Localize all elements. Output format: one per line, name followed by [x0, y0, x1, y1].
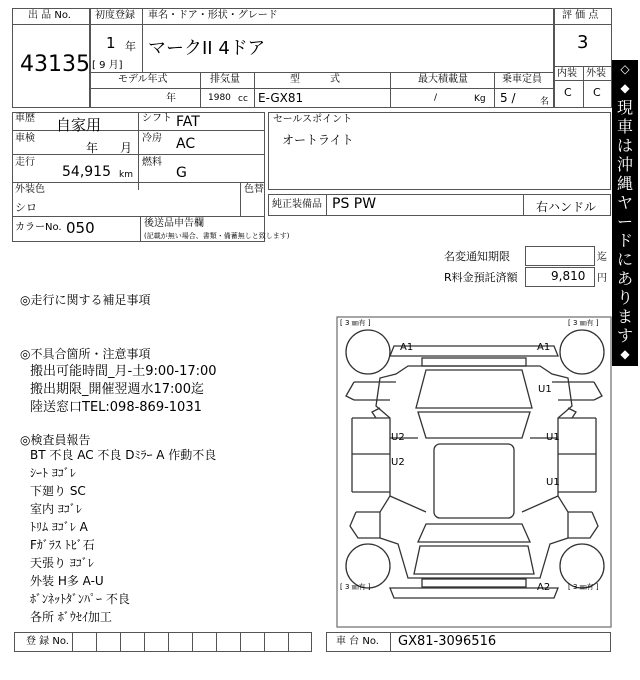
interior-grade: C: [564, 86, 572, 99]
chassis-number-value: GX81-3096516: [398, 634, 497, 649]
name-change-label: 名変通知期限: [444, 250, 510, 263]
sales-point-value: オートライト: [282, 133, 354, 147]
type-value: E-GX81: [258, 91, 304, 105]
inspector-item: 外装 H多 A-U: [30, 574, 104, 588]
banner-glyph: ま: [616, 307, 633, 326]
banner-glyph: に: [616, 250, 633, 269]
first-reg-year: 1: [106, 34, 116, 52]
color-no-value: 050: [66, 219, 95, 237]
inspector-item: 天張り ﾖｺﾞﾚ: [30, 556, 94, 570]
shift-label: シフト: [142, 113, 172, 124]
inspector-item: BT 不良 AC 不良 Dﾐﾗｰ A 作動不良: [30, 448, 217, 462]
capacity-unit: 名: [540, 97, 550, 107]
banner-glyph: 沖: [616, 155, 633, 174]
capacity-label: 乗車定員: [502, 74, 542, 85]
mileage-label: 走行: [15, 157, 35, 168]
banner-glyph: 車: [616, 117, 633, 136]
model-year-unit: 年: [166, 93, 176, 104]
max-load-unit: Kg: [474, 94, 486, 104]
tire-tread-rear-right: [ 3 ㎜有 ]: [568, 583, 599, 591]
banner-glyph: ド: [616, 231, 633, 250]
inspector-item: ﾄﾘﾑ ﾖｺﾞﾚ A: [30, 520, 88, 534]
defect-item: 搬出可能時間_月-土9:00-17:00: [30, 364, 217, 379]
inspector-item: Fｶﾞﾗｽ ﾄﾋﾞ石: [30, 538, 95, 552]
steering-value: 右ハンドル: [536, 200, 597, 214]
banner-glyph: ◆: [620, 347, 630, 361]
tire-tread-rear-left: [ 3 ㎜有 ]: [340, 583, 371, 591]
displacement-unit: cc: [238, 94, 248, 104]
max-load-value: /: [434, 93, 438, 103]
name-change-value-box: [525, 246, 595, 266]
inspector-item: 各所 ﾎﾞｳｾｲ加工: [30, 610, 112, 624]
ext-color-value: シロ: [15, 201, 37, 214]
defects-header: ◎不具合箇所・注意事項: [20, 347, 151, 361]
displacement-label: 排気量: [210, 74, 240, 85]
color-no-label: カラーNo.: [15, 222, 62, 233]
registration-number-label: 登 録 No.: [26, 636, 69, 647]
car-name-value: マークII 4ドア: [148, 38, 266, 59]
recycle-fee-label: R料金預託済額: [444, 271, 518, 284]
recycle-fee-value: 9,810: [551, 269, 586, 283]
inspector-item: 下廻り SC: [30, 484, 86, 498]
banner-glyph: 現: [616, 98, 633, 117]
front-right-tire: [560, 330, 604, 374]
grade-value: 3: [577, 32, 589, 53]
damage-mark: U1: [546, 477, 560, 488]
model-year-label: モデル年式: [118, 74, 168, 85]
inspection-month: 月: [120, 141, 133, 155]
recolor-label: 色替: [244, 184, 264, 195]
shift-value: FAT: [176, 114, 200, 130]
banner-glyph: は: [616, 136, 633, 155]
inspector-item: 室内 ﾖｺﾞﾚ: [30, 502, 82, 516]
inspection-label: 車検: [15, 133, 35, 144]
front-left-tire: [346, 330, 390, 374]
capacity-value: 5 /: [500, 91, 516, 105]
damage-mark: A2: [537, 582, 551, 593]
banner-glyph: ー: [616, 212, 633, 231]
type-label: 型 式: [290, 74, 340, 85]
inspector-header: ◎検査員報告: [20, 433, 91, 447]
docs-note: (記載が無い場合、書類・備蓄無しと致します): [144, 232, 290, 240]
tire-tread-front-right: [ 3 ㎜有 ]: [568, 319, 599, 327]
exterior-label: 外装: [586, 68, 606, 79]
ac-label: 冷房: [142, 133, 162, 144]
driving-notes-header: ◎走行に関する補足事項: [20, 293, 151, 307]
banner-glyph: り: [616, 288, 633, 307]
history-value: 自家用: [56, 116, 102, 134]
interior-label: 内装: [557, 68, 577, 79]
grade-label: 評 価 点: [562, 10, 599, 21]
inspector-item: ｼｰﾄ ﾖｺﾞﾚ: [30, 466, 76, 480]
damage-mark: U2: [391, 457, 405, 468]
exterior-grade: C: [593, 86, 601, 99]
first-reg-month: [ 9 月]: [92, 60, 123, 71]
banner-glyph: ◇: [620, 366, 630, 380]
factory-equipment-value: PS PW: [332, 196, 377, 212]
damage-mark: U1: [538, 384, 552, 395]
damage-mark: A1: [400, 342, 414, 353]
damage-mark: U2: [391, 432, 405, 443]
banner-glyph: 縄: [616, 174, 633, 193]
displacement-value: 1980: [208, 93, 231, 103]
banner-glyph: あ: [616, 269, 633, 288]
inspector-item: ﾎﾞﾝﾈｯﾄﾀﾞﾝﾊﾟｰ 不良: [30, 592, 130, 606]
mileage-value: 54,915: [62, 164, 111, 180]
mileage-unit: km: [119, 170, 133, 180]
lot-number-value: 43135: [20, 52, 90, 77]
name-change-unit: 迄: [597, 252, 607, 263]
banner-glyph: す: [616, 326, 633, 345]
defect-item: 搬出期限_開催翌週水17:00迄: [30, 382, 204, 397]
banner-glyph: ◆: [620, 81, 630, 95]
history-label: 車歴: [15, 113, 35, 124]
max-load-label: 最大積載量: [418, 74, 468, 85]
car-name-label: 車名・ドア・形状・グレード: [148, 10, 278, 21]
damage-mark: A1: [537, 342, 551, 353]
recycle-fee-unit: 円: [597, 273, 607, 284]
first-reg-label: 初度登録: [95, 10, 135, 21]
damage-mark: U1: [546, 432, 560, 443]
defect-item: 陸送窓口TEL:098-869-1031: [30, 400, 202, 415]
tire-tread-front-left: [ 3 ㎜有 ]: [340, 319, 371, 327]
location-banner: [612, 60, 638, 380]
banner-glyph: ◇: [620, 62, 630, 76]
lot-number-label: 出 品 No.: [28, 10, 71, 21]
banner-glyph: ヤ: [616, 193, 633, 212]
first-reg-year-unit: 年: [125, 40, 136, 53]
sales-point-label: セールスポイント: [273, 114, 353, 125]
ext-color-label: 外装色: [15, 184, 45, 195]
fuel-label: 燃料: [142, 157, 162, 168]
inspection-year: 年: [86, 141, 99, 155]
ac-value: AC: [176, 136, 196, 152]
chassis-number-label: 車 台 No.: [336, 636, 379, 647]
factory-equipment-label: 純正装備品: [272, 199, 322, 210]
docs-label: 後送品申告欄: [144, 218, 204, 229]
fuel-value: G: [176, 165, 187, 181]
